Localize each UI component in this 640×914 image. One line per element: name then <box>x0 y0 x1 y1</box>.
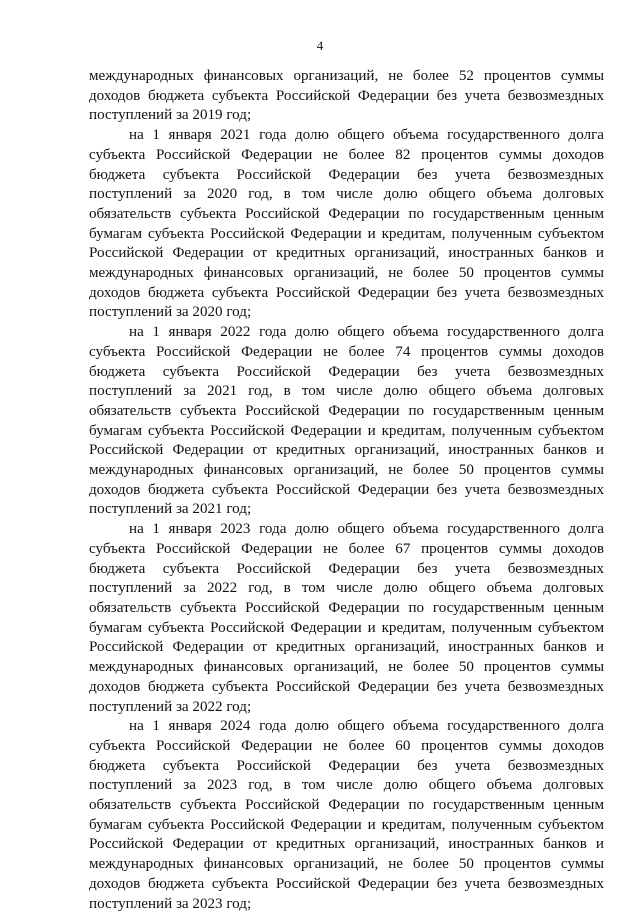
page-number: 4 <box>316 38 324 53</box>
paragraph-2024: на 1 января 2024 года долю общего объема государственного долга субъекта Российской Федерации не более 60 процентов суммы доходов бюджета субъекта Российской Федерации без учета безвозмездных поступлений за 2023 год, в том числе долю общего объема долговых обязательств субъекта Российской Федерации по государственным ценным бумагам субъекта Российской Федерации и кредитам, полученным субъектом Российской Федерации от кредитных организаций, иностранных банков и международных финансовых организаций, не более 50 процентов суммы доходов бюджета субъекта Российской Федерации без учета безвозмездных поступлений за 2023 год; <box>89 718 604 912</box>
document-body <box>89 67 604 914</box>
paragraph-2022: на 1 января 2022 года долю общего объема государственного долга субъекта Российской Федерации не более 74 процентов суммы доходов бюджета субъекта Российской Федерации без учета безвозмездных поступлений за 2021 год, в том числе долю общего объема долговых обязательств субъекта Российской Федерации по государственным ценным бумагам субъекта Российской Федерации и кредитам, полученным субъектом Российской Федерации от кредитных организаций, иностранных банков и международных финансовых организаций, не более 50 процентов суммы доходов бюджета субъекта Российской Федерации без учета безвозмездных поступлений за 2021 год; <box>89 324 604 518</box>
paragraph-2023: на 1 января 2023 года долю общего объема государственного долга субъекта Российской Федерации не более 67 процентов суммы доходов бюджета субъекта Российской Федерации без учета безвозмездных поступлений за 2022 год, в том числе долю общего объема долговых обязательств субъекта Российской Федерации по государственным ценным бумагам субъекта Российской Федерации и кредитам, полученным субъектом Российской Федерации от кредитных организаций, иностранных банков и международных финансовых организаций, не более 50 процентов суммы доходов бюджета субъекта Российской Федерации без учета безвозмездных поступлений за 2022 год; <box>89 521 604 715</box>
paragraph-2021: на 1 января 2021 года долю общего объема государственного долга субъекта Российской Федерации не более 82 процентов суммы доходов бюджета субъекта Российской Федерации без учета безвозмездных поступлений за 2020 год, в том числе долю общего объема долговых обязательств субъекта Российской Федерации по государственным ценным бумагам субъекта Российской Федерации и кредитам, полученным субъектом Российской Федерации от кредитных организаций, иностранных банков и международных финансовых организаций, не более 50 процентов суммы доходов бюджета субъекта Российской Федерации без учета безвозмездных поступлений за 2020 год; <box>89 127 604 321</box>
paragraph-continuation-2019: международных финансовых организаций, не более 52 процентов суммы доходов бюджета субъекта Российской Федерации без учета безвозмездных поступлений за 2019 год; <box>89 68 604 124</box>
